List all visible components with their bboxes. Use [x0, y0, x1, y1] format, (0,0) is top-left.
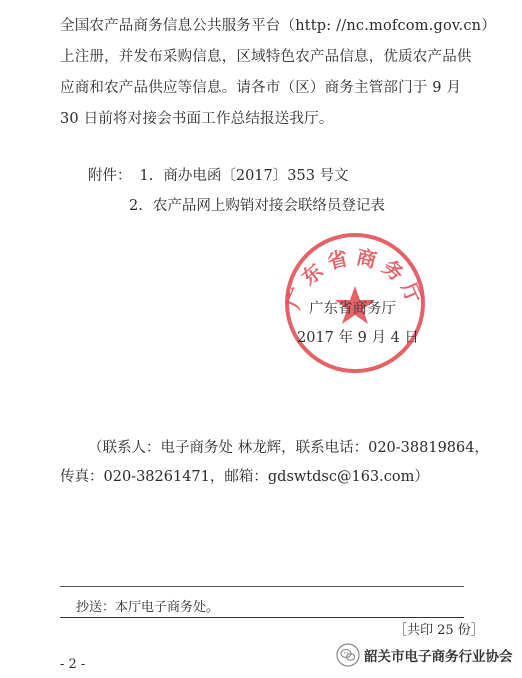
- attachment-item-2: [129, 194, 385, 215]
- attachment-item-1: [88, 164, 349, 185]
- watermark-text: 韶关市电子商务行业协会: [364, 649, 513, 665]
- cc-line: 抄送：本厅电子商务处。: [76, 600, 220, 615]
- body-line-2: 上注册，并发布采购信息，区域特色农产品信息，优质农产品供: [60, 49, 472, 65]
- svg-text:广东省商务厅: 广东省商务厅: [280, 244, 430, 313]
- wechat-icon: [336, 643, 360, 667]
- copies-count: ［共印 25 份］: [394, 623, 484, 638]
- attachment-text: 农产品网上购销对接会联络员登记表: [152, 198, 385, 214]
- attachment-text: 商办电函〔2017〕353 号文: [163, 168, 349, 184]
- issue-date: 2017 年 9 月 4 日: [297, 330, 419, 346]
- body-line-4: 30 日前将对接会书面工作总结报送我厅。: [60, 111, 334, 127]
- attachment-number: 2.: [129, 198, 143, 214]
- attachments-label: 附件：: [88, 168, 132, 184]
- attachment-number: 1.: [139, 168, 154, 184]
- body-line-3: 应商和农产品供应等信息。请各市（区）商务主管部门于 9 月: [60, 80, 462, 96]
- divider: [60, 586, 464, 587]
- contact-line-2: 传真：020-38261471，邮箱：gdswtdsc@163.com）: [60, 469, 429, 485]
- body-line-1: 全国农产品商务信息公共服务平台（http: //nc.mofcom.gov.cn）: [60, 18, 496, 34]
- page-number: - 2 -: [60, 657, 86, 672]
- watermark: [336, 643, 513, 667]
- contact-line-1: （联系人：电子商务处 林龙辉，联系电话：020-38819864，: [88, 440, 489, 456]
- issuing-organization: 广东省商务厅: [309, 301, 396, 317]
